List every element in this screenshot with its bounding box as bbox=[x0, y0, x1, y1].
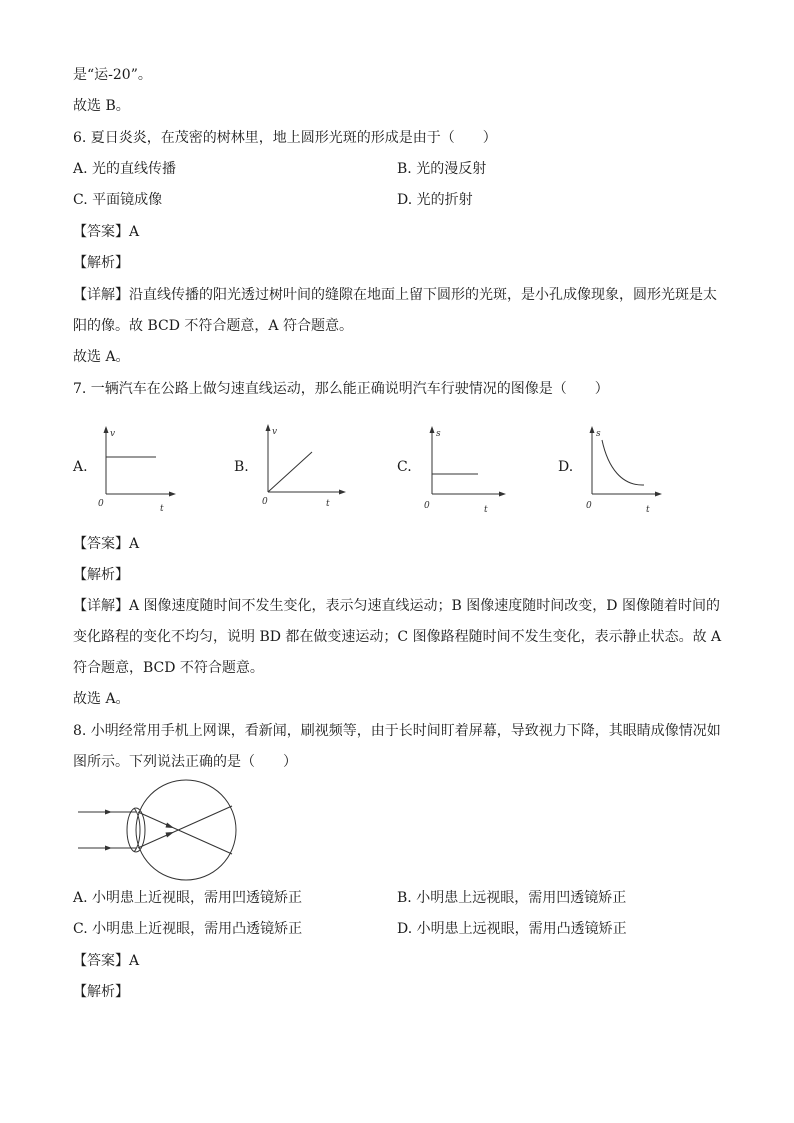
q8-option-a: A. 小明患上近视眼，需用凹透镜矫正 bbox=[73, 890, 303, 906]
ray-arrow-mid-bottom bbox=[166, 832, 175, 838]
q6-option-b: B. 光的漫反射 bbox=[397, 161, 487, 177]
q7-detail-line2: 变化路程的变化不均匀，说明 BD 都在做变速运动；C 图像路程随时间不发生变化，表示静止状态。故 A bbox=[73, 629, 722, 645]
lens-edge bbox=[134, 808, 140, 852]
origin-label: 0 bbox=[98, 499, 104, 509]
q7-graph-d-letter: D. bbox=[558, 459, 574, 475]
x-arrow bbox=[499, 492, 506, 497]
q6-option-c: C. 平面镜成像 bbox=[73, 192, 163, 208]
q7-detail-line1: 【详解】A 图像速度随时间不发生变化，表示匀速直线运动；B 图像速度随时间改变，D 图像随着时间的 bbox=[73, 598, 720, 614]
q6-detail-line2: 阳的像。故 BCD 不符合题意，A 符合题意。 bbox=[73, 318, 353, 334]
y-arrow bbox=[266, 424, 271, 431]
q6-detail-line1: 【详解】沿直线传播的阳光透过树叶间的缝隙在地面上留下圆形的光斑，是小孔成像现象，圆形光斑是太 bbox=[73, 287, 717, 303]
q7-graph-a bbox=[92, 422, 182, 518]
y-arrow bbox=[590, 426, 595, 433]
q7-graph-b bbox=[254, 422, 354, 518]
origin-label: 0 bbox=[586, 501, 592, 511]
q6-analysis-heading: 【解析】 bbox=[73, 255, 129, 271]
q6-choice: 故选 A。 bbox=[73, 349, 130, 365]
q6-stem: 6. 夏日炎炎，在茂密的树林里，地上圆形光斑的形成是由于（ ） bbox=[73, 130, 497, 146]
q7-graph-d bbox=[580, 422, 670, 518]
y-axis-label: v bbox=[110, 429, 116, 439]
q7-analysis-heading: 【解析】 bbox=[73, 567, 129, 583]
eyeball bbox=[136, 780, 236, 880]
x-arrow bbox=[655, 492, 662, 497]
q8-answer: 【答案】A bbox=[73, 953, 140, 969]
q8-option-b: B. 小明患上远视眼，需用凹透镜矫正 bbox=[397, 890, 627, 906]
q8-stem-line1: 8. 小明经常用手机上网课，看新闻，刷视频等，由于长时间盯着屏幕，导致视力下降，其眼睛成像情况如 bbox=[73, 723, 721, 739]
ray-arrow-top bbox=[105, 810, 112, 815]
q6-answer: 【答案】A bbox=[73, 224, 140, 240]
graph-curve bbox=[602, 440, 644, 485]
y-axis-label: s bbox=[596, 429, 601, 439]
q8-option-c: C. 小明患上近视眼，需用凸透镜矫正 bbox=[73, 921, 303, 937]
q8-analysis-heading: 【解析】 bbox=[73, 984, 129, 1000]
x-axis-label: t bbox=[484, 505, 488, 515]
q7-graph-c-letter: C. bbox=[397, 459, 412, 475]
x-arrow bbox=[339, 490, 346, 495]
q7-answer: 【答案】A bbox=[73, 536, 140, 552]
q8-option-d: D. 小明患上远视眼，需用凸透镜矫正 bbox=[397, 921, 627, 937]
y-axis-label: s bbox=[436, 429, 441, 439]
y-axis-label: v bbox=[272, 427, 278, 437]
y-arrow bbox=[430, 426, 435, 433]
ray-arrow-bottom bbox=[105, 846, 112, 851]
q7-graph-b-letter: B. bbox=[234, 459, 249, 475]
x-arrow bbox=[169, 492, 176, 497]
q7-choice: 故选 A。 bbox=[73, 691, 130, 707]
refracted-ray-top bbox=[138, 812, 232, 854]
prev-answer-line: 是“运-20”。 bbox=[73, 67, 152, 83]
graph-curve bbox=[268, 452, 312, 492]
q6-option-a: A. 光的直线传播 bbox=[73, 161, 177, 177]
q8-eye-diagram bbox=[74, 778, 254, 882]
prev-choice: 故选 B。 bbox=[73, 98, 130, 114]
origin-label: 0 bbox=[424, 501, 430, 511]
q8-stem-line2: 图所示。下列说法正确的是（ ） bbox=[73, 754, 297, 770]
q7-graph-c bbox=[418, 422, 514, 518]
q7-stem: 7. 一辆汽车在公路上做匀速直线运动，那么能正确说明汽车行驶情况的图像是（ ） bbox=[73, 381, 609, 397]
q6-option-d: D. 光的折射 bbox=[397, 192, 473, 208]
q7-detail-line3: 符合题意，BCD 不符合题意。 bbox=[73, 660, 264, 676]
x-axis-label: t bbox=[646, 505, 650, 515]
y-arrow bbox=[104, 426, 109, 433]
x-axis-label: t bbox=[160, 504, 164, 514]
q7-graph-a-letter: A. bbox=[73, 459, 88, 475]
ray-arrow-mid-top bbox=[166, 823, 175, 829]
x-axis-label: t bbox=[326, 499, 330, 509]
refracted-ray-bottom bbox=[138, 806, 232, 848]
origin-label: 0 bbox=[262, 497, 268, 507]
